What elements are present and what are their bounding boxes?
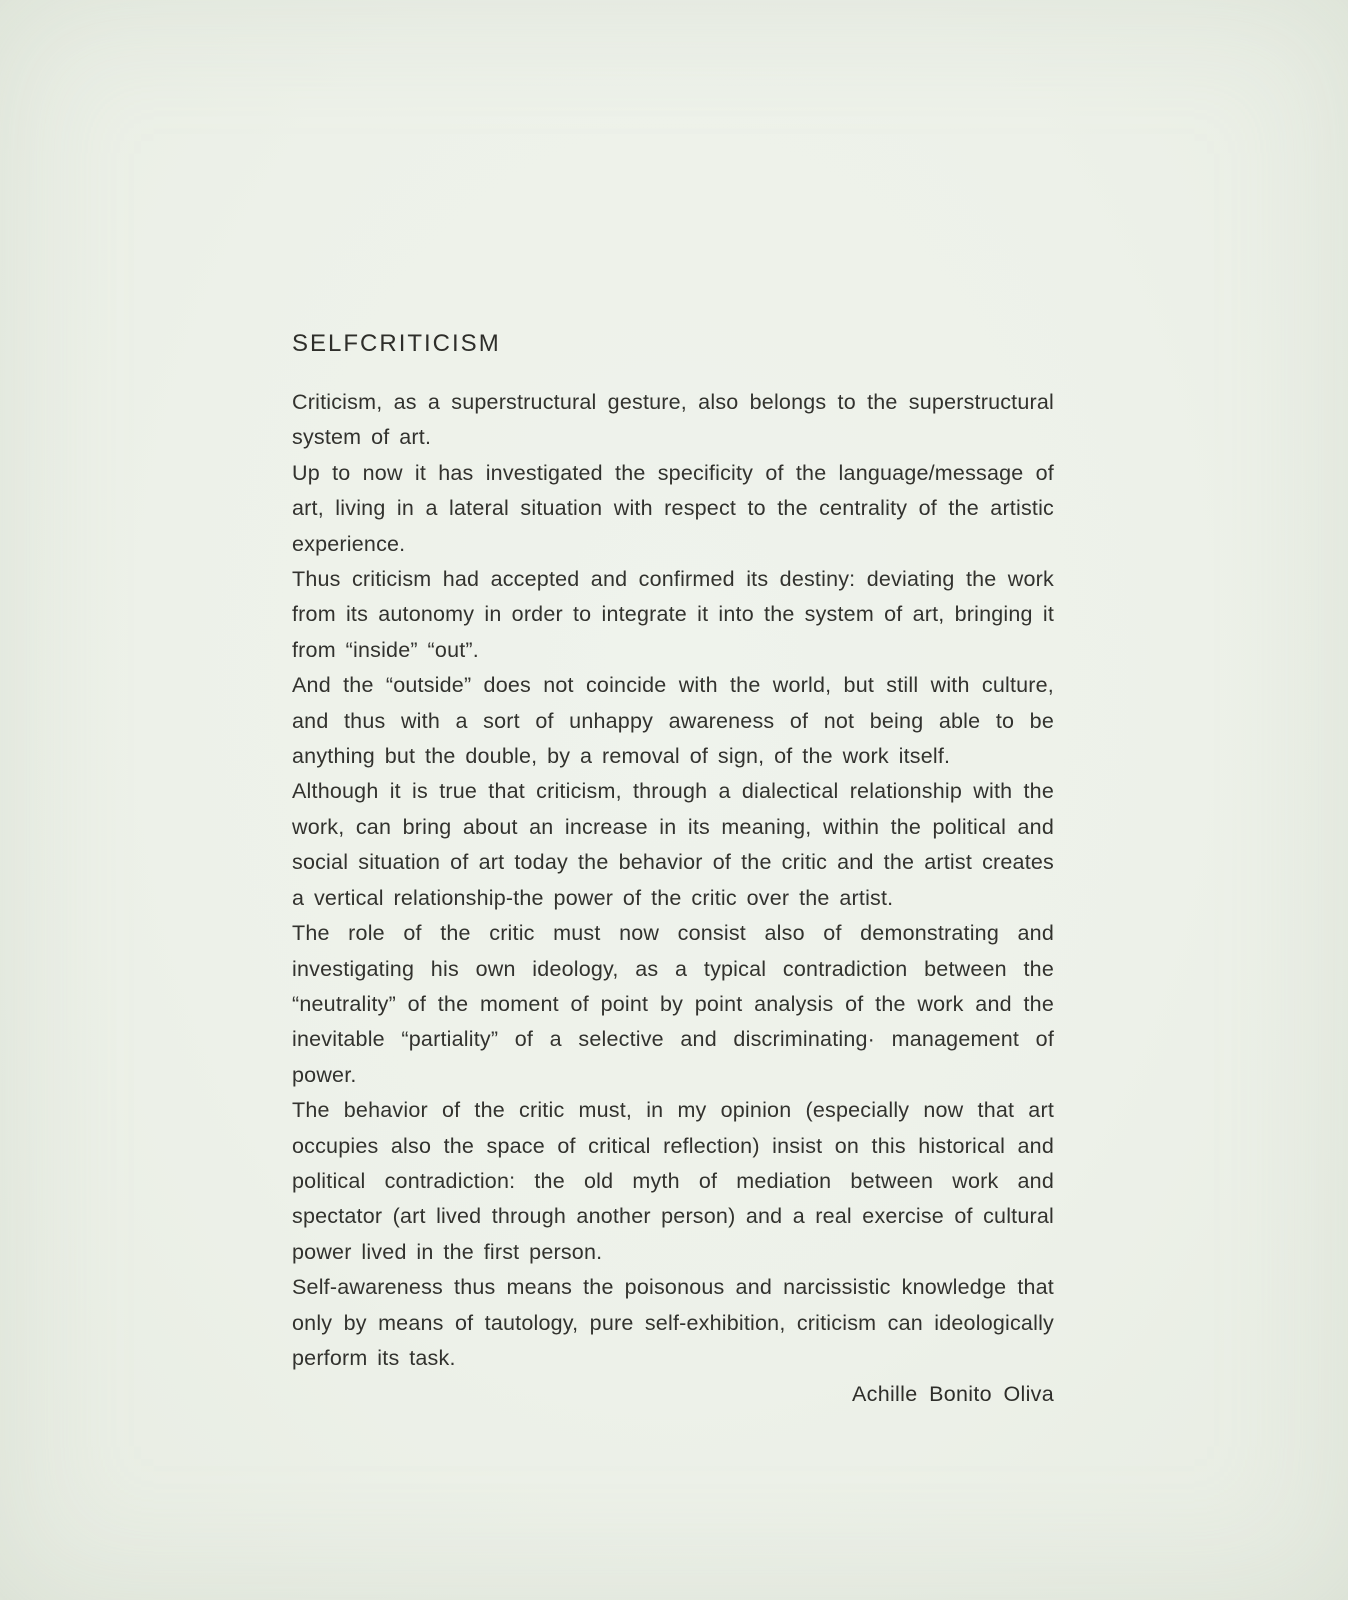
paragraph: And the “outside” does not coincide with the world, but still with culture, and thus with a sort of unhappy awareness of not being able to be anything but the double, by a removal of sign, of the work itself. <box>292 673 1054 769</box>
document-title: SELFCRITICISM <box>292 330 501 357</box>
paragraph: The role of the critic must now consist also of demonstrating and investigating his own ideology, as a typical contradiction between the “neutrality” of the moment of point by point analysis of the work and the inevitable “partiality” of a selective and discriminating· management of power. <box>292 921 1054 1087</box>
paragraph: Although it is true that criticism, through a dialectical relationship with the work, can bring about an increase in its meaning, within the political and social situation of art today the behavior of the critic and the artist creates a vertical relationship-the power of the critic over the artist. <box>292 779 1054 910</box>
paragraph: Up to now it has investigated the specificity of the language/message of art, living in a lateral situation with respect to the centrality of the artistic experience. <box>292 460 1054 556</box>
text-block <box>292 330 1054 1413</box>
paragraph: Criticism, as a superstructural gesture, also belongs to the superstructural system of art. <box>292 390 1054 450</box>
paragraph: Thus criticism had accepted and confirmed its destiny: deviating the work from its autonomy in order to integrate it into the system of art, bringing it from “inside” “out”. <box>292 567 1054 662</box>
paragraph: The behavior of the critic must, in my opinion (especially now that art occupies also the space of critical reflection) insist on this historical and political contradiction: the old myth of mediation between work and spectator (art lived through another person) and a real exercise of cultural power lived in the first person. <box>292 1098 1054 1264</box>
paragraph: Self-awareness thus means the poisonous and narcissistic knowledge that only by means of tautology, pure self-exhibition, criticism can ideologically perform its task. <box>292 1275 1054 1370</box>
author-signature: Achille Bonito Oliva <box>852 1382 1054 1407</box>
body-text <box>292 385 1054 1376</box>
